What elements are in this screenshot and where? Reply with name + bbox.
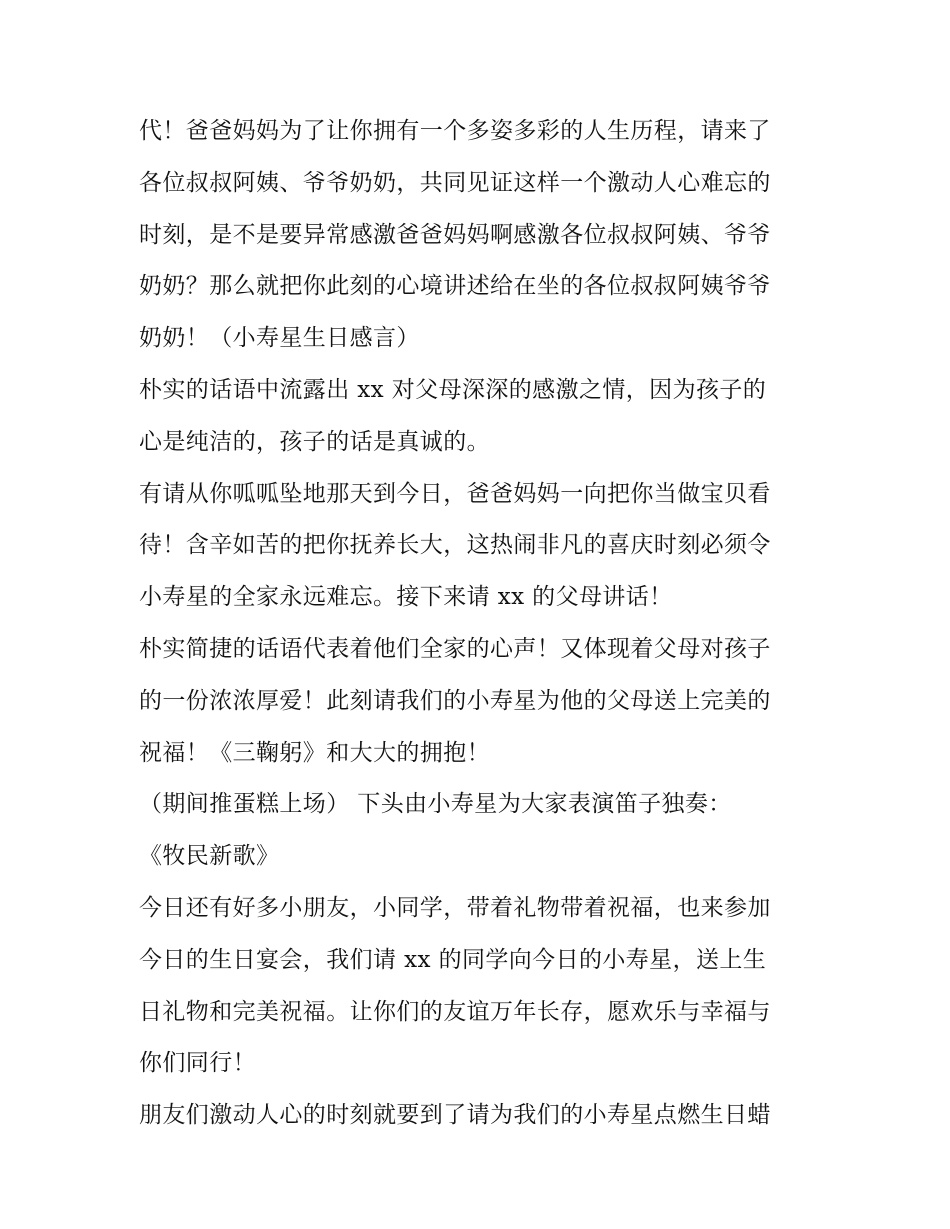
text-line: 奶奶！（小寿星生日感言）: [139, 325, 420, 352]
text-line: 各位叔叔阿姨、爷爷奶奶，共同见证这样一个激动人心难忘的: [139, 169, 771, 196]
text-line: 今日还有好多小朋友，小同学，带着礼物带着祝福，也来参加: [139, 894, 771, 921]
text-line: 祝福！《三鞠躬》和大大的拥抱！: [139, 739, 490, 766]
text-line: 《牧民新歌》: [139, 843, 280, 870]
text-line: 今日的生日宴会，我们请 xx 的同学向今日的小寿星，送上生: [139, 946, 767, 973]
text-line: 朴实简捷的话语代表着他们全家的心声！又体现着父母对孩子: [139, 635, 771, 662]
text-line: 朋友们激动人心的时刻就要到了请为我们的小寿星点燃生日蜡: [139, 1102, 771, 1129]
text-line: 代！爸爸妈妈为了让你拥有一个多姿多彩的人生历程，请来了: [139, 118, 771, 144]
text-line: 心是纯洁的，孩子的话是真诚的。: [139, 428, 490, 455]
text-line: 日礼物和完美祝福。让你们的友谊万年长存，愿欢乐与幸福与: [139, 998, 771, 1025]
text-line: 时刻，是不是要异常感激爸爸妈妈啊感激各位叔叔阿姨、爷爷: [139, 221, 771, 248]
text-line: 朴实的话语中流露出 xx 对父母深深的感激之情，因为孩子的: [139, 376, 767, 403]
document-body: [139, 106, 829, 1142]
text-line: 有请从你呱呱坠地那天到今日，爸爸妈妈一向把你当做宝贝看: [139, 480, 771, 507]
text-line: 待！含辛如苦的把你抚养长大，这热闹非凡的喜庆时刻必须令: [139, 532, 771, 559]
text-line: 你们同行！: [139, 1050, 256, 1077]
text-line: 小寿星的全家永远难忘。接下来请 xx 的父母讲话！: [139, 584, 673, 611]
text-line: 的一份浓浓厚爱！此刻请我们的小寿星为他的父母送上完美的: [139, 687, 771, 714]
text-line: （期间推蛋糕上场） 下头由小寿星为大家表演笛子独奏：: [139, 791, 732, 818]
text-line: 奶奶？那么就把你此刻的心境讲述给在坐的各位叔叔阿姨爷爷: [139, 273, 771, 300]
